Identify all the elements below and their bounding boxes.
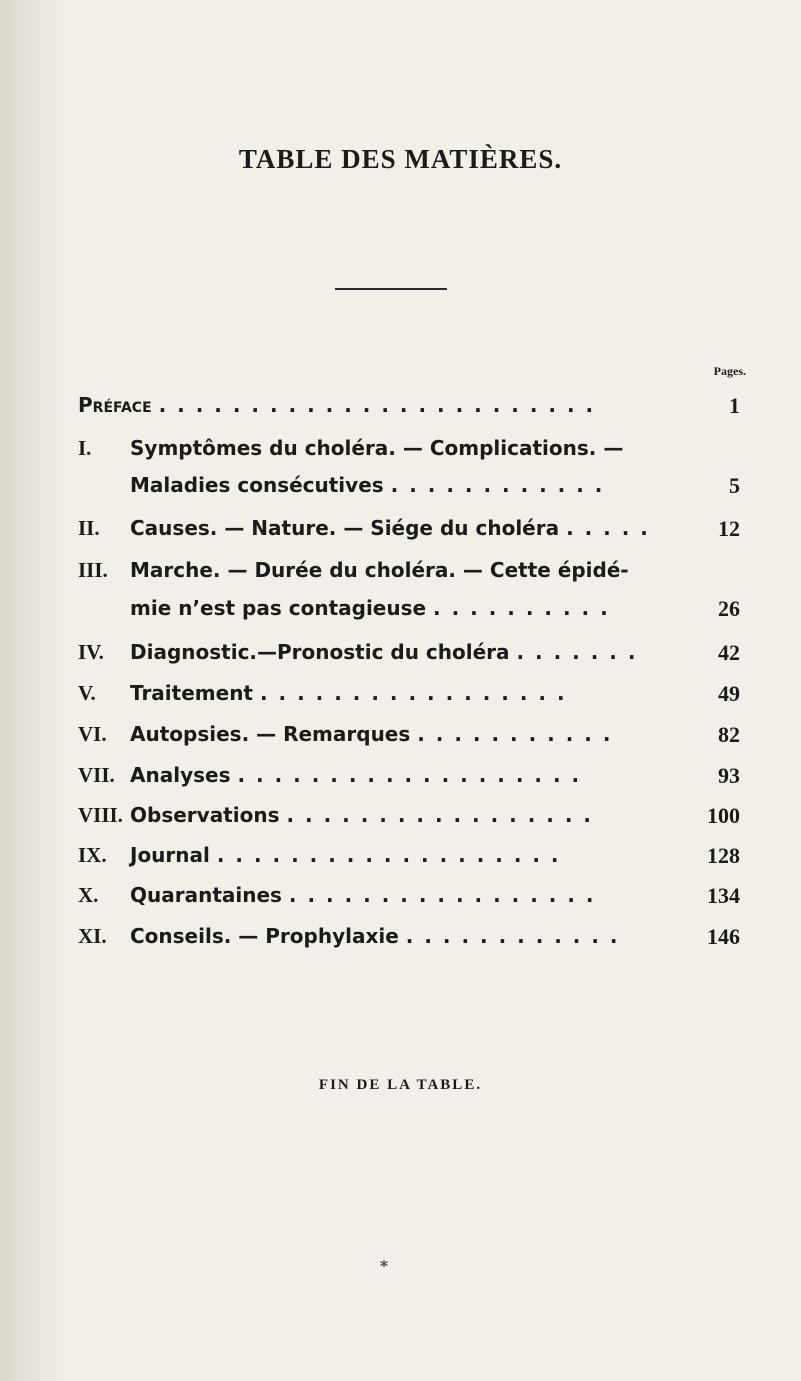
- entry-page: 93: [718, 763, 740, 788]
- entry-title-continued: Maladies consécutives: [130, 473, 384, 497]
- toc-entry-11: [78, 924, 740, 954]
- leader-dots: . . . . . . . . . . . . . . . . . . . . . . . .: [158, 393, 596, 417]
- toc-entry-3: [78, 558, 740, 588]
- entry-title: Marche. — Durée du choléra. — Cette épidé-: [130, 558, 629, 582]
- toc-entry-2: [78, 516, 740, 546]
- entry-title: Observations: [130, 803, 280, 827]
- entry-number: IX.: [78, 843, 107, 867]
- toc-entry-9: [78, 843, 740, 873]
- end-of-table-note: FIN DE LA TABLE.: [318, 1077, 483, 1093]
- leader-dots: . . . . . . . . . . . .: [405, 924, 620, 948]
- leader-dots: . . . . . . . . . . . .: [390, 473, 605, 497]
- pages-column-header: Pages.: [713, 364, 746, 378]
- leader-dots: . . . . . . . . . . . . . . . . . . .: [237, 763, 582, 787]
- entry-title: Diagnostic.—Pronostic du choléra: [130, 640, 510, 664]
- entry-page: 26: [718, 596, 740, 621]
- entry-title: Quarantaines: [130, 883, 282, 907]
- entry-page: 12: [718, 516, 740, 541]
- signature-mark: *: [380, 1257, 388, 1276]
- toc-entry-1: [78, 436, 740, 466]
- entry-number: VI.: [78, 722, 107, 746]
- entry-page: 134: [707, 883, 740, 908]
- entry-title: Préface: [78, 393, 152, 417]
- entry-title: Analyses: [130, 763, 231, 787]
- entry-number: IV.: [78, 640, 104, 664]
- entry-page: 82: [718, 722, 740, 747]
- leader-dots: . . . . . . .: [516, 640, 638, 664]
- entry-page: 5: [729, 473, 740, 498]
- leader-dots: . . . . .: [566, 516, 650, 540]
- entry-page: 146: [707, 924, 740, 949]
- page-title: TABLE DES MATIÈRES.: [238, 144, 563, 174]
- entry-number: X.: [78, 883, 99, 907]
- entry-number: V.: [78, 681, 96, 705]
- leader-dots: . . . . . . . . . . . . . . . . .: [288, 883, 596, 907]
- entry-page: 100: [707, 803, 740, 828]
- entry-page: 1: [729, 393, 740, 418]
- leader-dots: . . . . . . . . . . . . . . . . . . .: [216, 843, 561, 867]
- toc-entry-1-continuation: [130, 473, 740, 503]
- leader-dots: . . . . . . . . . .: [433, 596, 610, 620]
- entry-number: XI.: [78, 924, 107, 948]
- leader-dots: . . . . . . . . . . . . . . . . .: [259, 681, 567, 705]
- entry-title: Symptômes du choléra. — Complications. —: [130, 436, 624, 460]
- entry-title: Traitement: [130, 681, 253, 705]
- entry-page: 49: [718, 681, 740, 706]
- entry-title-continued: mie n’est pas contagieuse: [130, 596, 427, 620]
- entry-page: 42: [718, 640, 740, 665]
- entry-title: Journal: [130, 843, 210, 867]
- entry-title: Causes. — Nature. — Siége du choléra: [130, 516, 560, 540]
- entry-title: Conseils. — Prophylaxie: [130, 924, 399, 948]
- entry-number: II.: [78, 516, 100, 540]
- entry-number: I.: [78, 436, 92, 460]
- entry-title: Autopsies. — Remarques: [130, 722, 411, 746]
- leader-dots: . . . . . . . . . . . . . . . . .: [286, 803, 594, 827]
- entry-page: 128: [707, 843, 740, 868]
- toc-entry-6: [78, 722, 740, 752]
- toc-entry-10: [78, 883, 740, 913]
- toc-entry-7: [78, 763, 740, 793]
- toc-entry-3-continuation: [130, 596, 740, 626]
- entry-number: VIII.: [78, 803, 123, 827]
- entry-number: VII.: [78, 763, 115, 787]
- toc-entry-5: [78, 681, 740, 711]
- entry-number: III.: [78, 558, 108, 582]
- leader-dots: . . . . . . . . . . .: [417, 722, 613, 746]
- page-edge-shadow: [0, 0, 70, 1381]
- toc-entry-8: [78, 803, 740, 833]
- toc-entry-preface: [78, 393, 740, 423]
- title-rule: [335, 288, 447, 290]
- toc-entry-4: [78, 640, 740, 670]
